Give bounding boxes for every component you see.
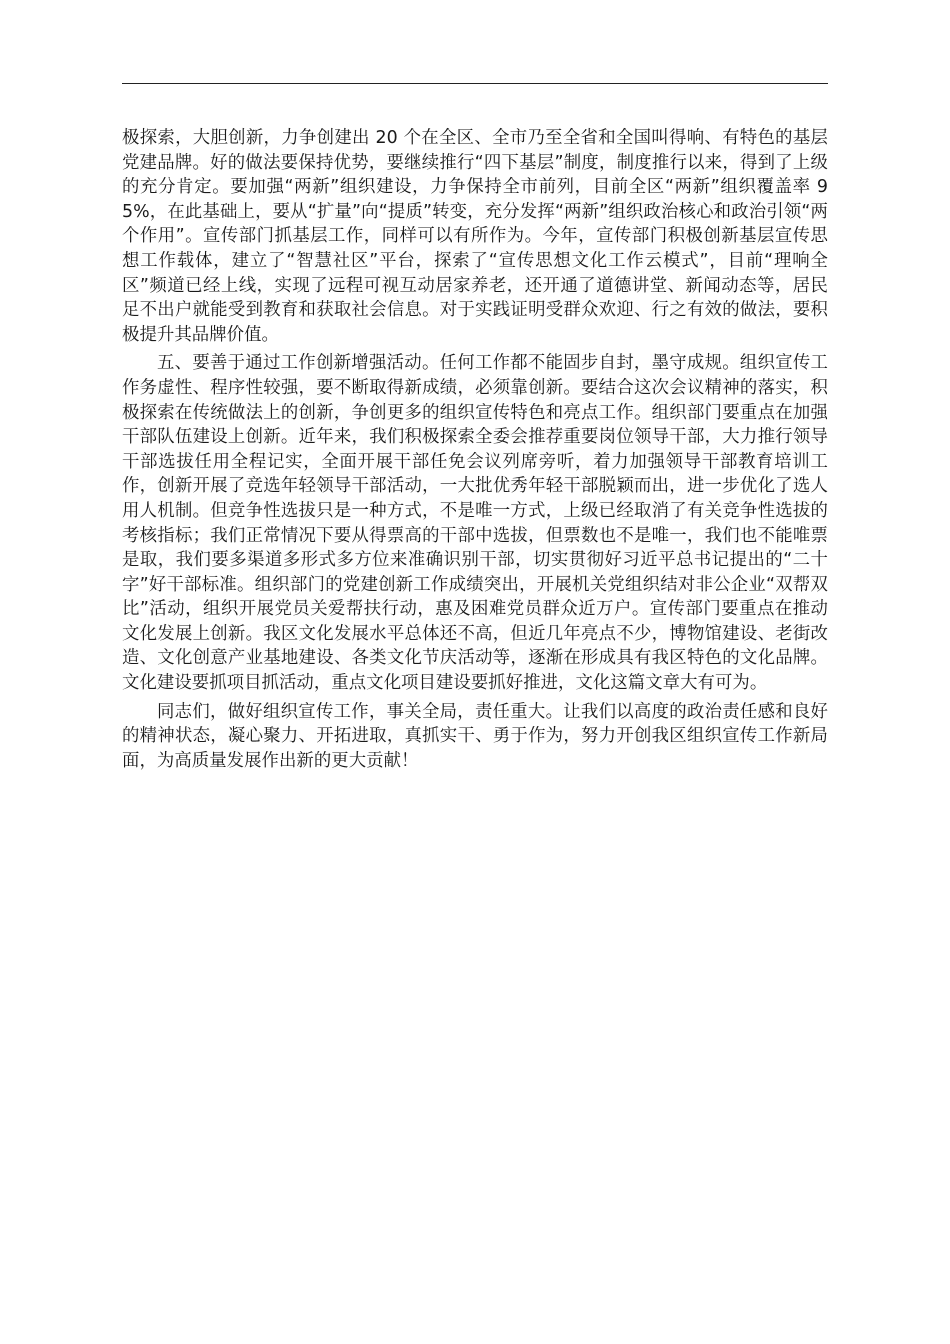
header-rule xyxy=(122,83,828,84)
paragraph-continuation: 极探索，大胆创新，力争创建出 20 个在全区、全市乃至全省和全国叫得响、有特色的基层党建品牌。好的做法要保持优势，要继续推行“四下基层”制度，制度推行以来，得到了上级的充分肯定。要加强“两新”组织建设，力争保持全市前列，目前全区“两新”组织覆盖率 95%，在此基础上，要从“扩量”向“提质”转变，充分发挥“两新”组织政治核心和政治引领“两个作用”。宣传部门抓基层工作，同样可以有所作为。今年，宣传部门积极创新基层宣传思想工作载体，建立了“智慧社区”平台，探索了“宣传思想文化工作云模式”，目前“理响全区”频道已经上线，实现了远程可视互动居家养老，还开通了道德讲堂、新闻动态等，居民足不出户就能受到教育和获取社会信息。对于实践证明受群众欢迎、行之有效的做法，要积极提升其品牌价值。 xyxy=(122,128,828,345)
paragraph-closing: 同志们，做好组织宣传工作，事关全局，责任重大。让我们以高度的政治责任感和良好的精神状态，凝心聚力、开拓进取，真抓实干、勇于作为，努力开创我区组织宣传工作新局面，为高质量发展作出新的更大贡献！ xyxy=(122,701,828,771)
paragraph-section-five: 五、要善于通过工作创新增强活动。任何工作都不能固步自封，墨守成规。组织宣传工作务虚性、程序性较强，要不断取得新成绩，必须靠创新。要结合这次会议精神的落实，积极探索在传统做法上的创新，争创更多的组织宣传特色和亮点工作。组织部门要重点在加强干部队伍建设上创新。近年来，我们积极探索全委会推荐重要岗位领导干部，大力推行领导干部选拔任用全程记实，全面开展干部任免会议列席旁听，着力加强领导干部教育培训工作，创新开展了竞选年轻领导干部活动，一大批优秀年轻干部脱颖而出，进一步优化了选人用人机制。但竞争性选拔只是一种方式，不是唯一方式，上级已经取消了有关竞争性选拔的考核指标；我们正常情况下要从得票高的干部中选拔，但票数也不是唯一，我们也不能唯票是取，我们要多渠道多形式多方位来准确识别干部，切实贯彻好习近平总书记提出的“二十字”好干部标准。组织部门的党建创新工作成绩突出，开展机关党组织结对非公企业“双帮双比”活动，组织开展党员关爱帮扶行动，惠及困难党员群众近万户。宣传部门要重点在推动文化发展上创新。我区文化发展水平总体还不高，但近几年亮点不少，博物馆建设、老街改造、文化创意产业基地建设、各类文化节庆活动等，逐渐在形成具有我区特色的文化品牌。文化建设要抓项目抓活动，重点文化项目建设要抓好推进，文化这篇文章大有可为。 xyxy=(122,353,828,694)
document-body xyxy=(122,126,828,777)
